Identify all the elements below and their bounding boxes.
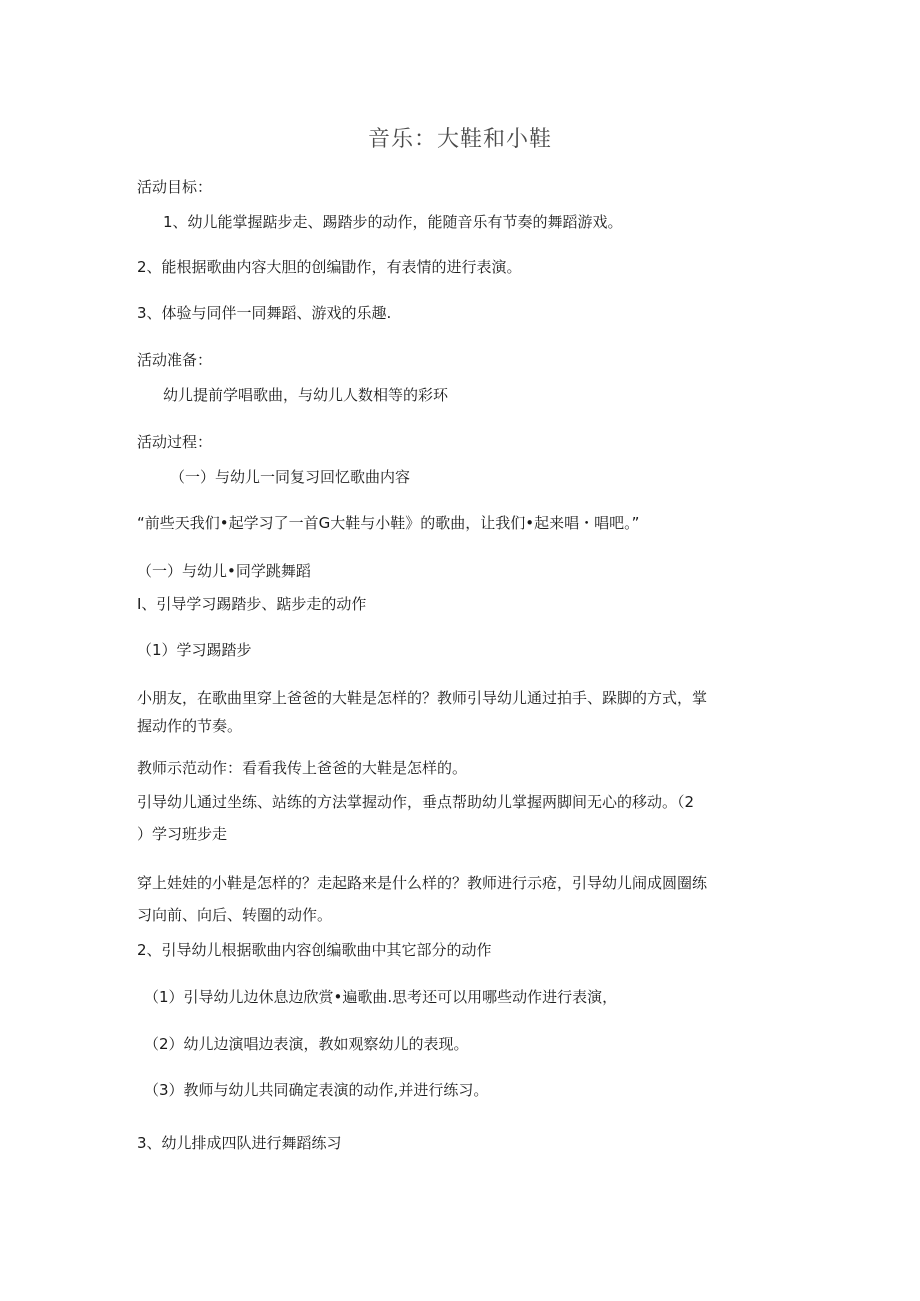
paragraph-line: 习向前、向后、转圈的动作。: [137, 906, 333, 924]
section-heading-goals: 活动目标：: [137, 178, 213, 196]
subsection-2-item-2: （2）幼儿边演唱边表演，教如观察幼儿的表现。: [144, 1035, 469, 1053]
subsection-1-1-heading: （1）学习踢踏步: [137, 641, 252, 659]
quote-text: “前些天我们•起学习了一首G大鞋与小鞋》的歌曲，让我们•起来唱・唱吧。”: [137, 514, 640, 532]
goal-item-1: 1、幼儿能掌握踮步走、踢踏步的动作，能随音乐有节奏的舞蹈游戏。: [163, 213, 623, 231]
goal-item-2: 2、能根据歌曲内容大胆的创编勖作，有表情的进行表演。: [137, 258, 522, 276]
subsection-1-heading: I、引导学习踢踏步、踮步走的动作: [137, 595, 367, 613]
subsection-3-heading: 3、幼儿排成四队进行舞蹈练习: [137, 1134, 342, 1152]
section-heading-process: 活动过程：: [137, 433, 213, 451]
paragraph-line: 小朋友，在歌曲里穿上爸爸的大鞋是怎样的？教师引导幼儿通过拍手、跺脚的方式，掌: [137, 689, 708, 707]
paragraph-line: 握动作的节奏。: [137, 717, 243, 735]
paragraph-line: 教师示范动作：看看我传上爸爸的大鞋是怎样的。: [137, 759, 468, 777]
subsection-2-item-1: （1）引导幼儿边休息边欣赏•遍歌曲.思考还可以用哪些动作进行表演，: [144, 988, 618, 1006]
section-heading-preparation: 活动准备：: [137, 351, 213, 369]
process-step-2-heading: （一）与幼儿•同学跳舞蹈: [137, 562, 311, 580]
subsection-2-item-3: （3）教师与幼儿共同确定表演的动作,并进行练习。: [144, 1081, 489, 1099]
paragraph-line: 引导幼儿通过坐练、站练的方法掌握动作，垂点帮助幼儿掌握两脚间无心的移动。（2: [137, 793, 695, 811]
preparation-text: 幼儿提前学唱歌曲，与幼儿人数相等的彩环: [163, 386, 449, 404]
process-step-1-heading: （一）与幼儿一同复习回忆歌曲内容: [170, 468, 411, 486]
paragraph-line: 穿上娃娃的小鞋是怎样的？走起路来是什么样的？教师进行示疮，引导幼儿闹成圆圈练: [137, 874, 708, 892]
page-title: 音乐：大鞋和小鞋: [367, 127, 552, 152]
subsection-1-2-heading: ）学习班步走: [137, 825, 228, 843]
goal-item-3: 3、体验与同伴一同舞蹈、游戏的乐趣.: [137, 304, 392, 322]
subsection-2-heading: 2、引导幼儿根据歌曲内容创编歌曲中其它部分的动作: [137, 941, 492, 959]
